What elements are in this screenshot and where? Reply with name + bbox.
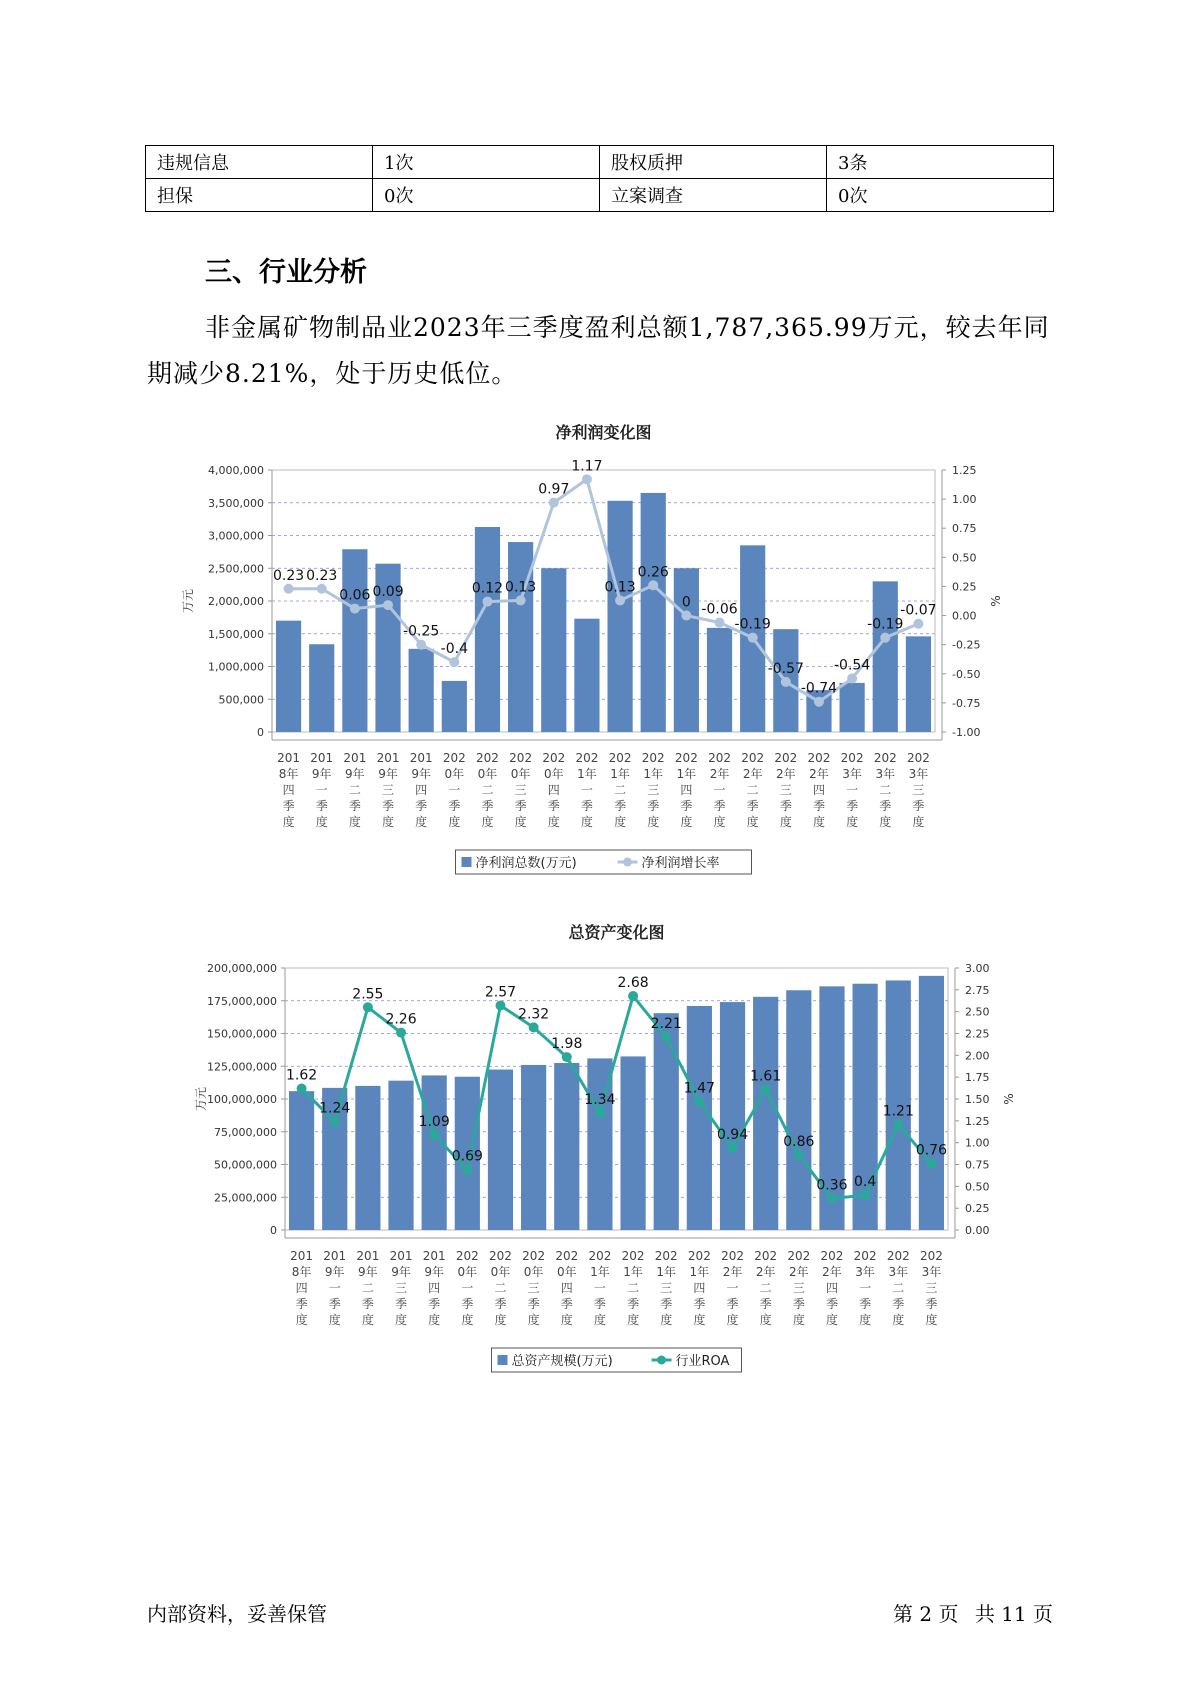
x-tick-label: 201 8年四季度 <box>277 751 301 829</box>
bar <box>753 997 778 1230</box>
line-point <box>814 697 824 707</box>
y-tick-label: 500,000 <box>218 693 264 707</box>
x-tick-label: 202 1年三季度 <box>654 1249 678 1327</box>
x-tick-label: 201 9年二季度 <box>356 1249 380 1327</box>
data-label: 1.24 <box>319 1100 351 1117</box>
data-label: 0 <box>681 594 691 611</box>
data-label: 0.23 <box>272 567 305 584</box>
data-label: -0.25 <box>403 623 440 640</box>
x-tick-label: 201 9年一季度 <box>323 1249 347 1327</box>
y2-tick-label: 1.75 <box>965 1071 990 1085</box>
y2-tick-label: 0.25 <box>965 1202 990 1216</box>
data-label: 0.86 <box>783 1133 815 1150</box>
line-point <box>330 1117 340 1127</box>
y2-tick-label: 2.50 <box>965 1005 990 1019</box>
line-point <box>794 1150 804 1160</box>
y2-tick-label: 0.00 <box>952 609 977 623</box>
bar <box>873 581 898 732</box>
y-tick-label: 4,000,000 <box>208 464 264 477</box>
bar <box>422 1075 447 1230</box>
x-tick-label: 202 3年三季度 <box>919 1249 943 1327</box>
bar <box>409 649 434 732</box>
line-point <box>628 991 638 1001</box>
line-point <box>648 580 658 590</box>
x-tick-label: 202 1年四季度 <box>674 751 698 829</box>
y-tick-label: 0 <box>270 1224 277 1237</box>
legend-swatch-bar <box>498 1355 508 1365</box>
y2-tick-label: 0.50 <box>965 1180 990 1194</box>
x-tick-label: 201 9年四季度 <box>409 751 433 829</box>
y-tick-label: 2,000,000 <box>208 595 264 608</box>
y2-axis-title: % <box>989 595 1003 607</box>
data-label: 0.94 <box>716 1126 749 1143</box>
table-row <box>146 146 1054 179</box>
bar <box>919 976 944 1230</box>
bar <box>840 683 865 732</box>
x-tick-label: 202 1年三季度 <box>641 751 665 829</box>
data-label: 0.4 <box>853 1174 877 1191</box>
line-point <box>549 498 559 508</box>
line-point <box>827 1194 837 1204</box>
x-tick-label: 202 2年二季度 <box>741 751 765 829</box>
line-point <box>317 584 327 594</box>
line-point <box>582 474 592 484</box>
y-tick-label: 100,000,000 <box>207 1093 277 1106</box>
y2-tick-label: 0.50 <box>952 551 977 565</box>
data-label: -0.4 <box>440 641 468 658</box>
bar <box>475 527 500 732</box>
data-label: 2.21 <box>650 1015 682 1032</box>
y-tick-label: 150,000,000 <box>207 1027 277 1041</box>
data-label: -0.06 <box>701 601 738 618</box>
line-point <box>297 1084 307 1094</box>
x-tick-label: 202 3年一季度 <box>853 1249 877 1327</box>
x-tick-label: 202 2年四季度 <box>820 1249 844 1327</box>
y2-tick-label: 1.00 <box>965 1136 990 1150</box>
bar <box>388 1081 413 1230</box>
data-label: 0.13 <box>604 579 636 596</box>
data-label: 0.36 <box>816 1177 848 1194</box>
x-tick-label: 202 0年一季度 <box>442 751 466 829</box>
data-label: 1.47 <box>683 1080 715 1097</box>
bar <box>309 644 334 732</box>
line-point <box>847 673 857 683</box>
line-point <box>383 600 393 610</box>
y-tick-label: 1,000,000 <box>208 660 264 674</box>
table-cell-label: 股权质押 <box>600 146 827 179</box>
section-title: 三、行业分析 <box>205 257 367 288</box>
bar <box>607 501 632 732</box>
bar <box>687 1006 712 1230</box>
line-point <box>661 1032 671 1042</box>
line-point <box>681 611 691 621</box>
x-tick-label: 202 3年三季度 <box>906 751 930 829</box>
table-row <box>146 179 1054 212</box>
bar <box>707 628 732 732</box>
line-point <box>880 633 890 643</box>
y2-tick-label: 1.25 <box>965 1114 990 1128</box>
line-point <box>396 1028 406 1038</box>
data-label: 0.12 <box>471 580 504 597</box>
legend-swatch-bar <box>462 857 472 867</box>
y2-tick-label: 2.25 <box>965 1027 990 1041</box>
chart-title: 净利润变化图 <box>555 423 652 442</box>
x-tick-label: 202 2年三季度 <box>787 1249 811 1327</box>
x-tick-label: 202 1年一季度 <box>588 1249 612 1327</box>
footer-pagination <box>883 1598 1053 1627</box>
table-cell-label: 担保 <box>146 179 373 212</box>
x-tick-label: 202 2年二季度 <box>754 1249 778 1327</box>
line-point <box>482 597 492 607</box>
y2-tick-label: -0.75 <box>952 696 981 710</box>
legend-label: 净利润增长率 <box>641 856 720 871</box>
data-label: 1.17 <box>571 458 603 475</box>
x-tick-label: 202 2年一季度 <box>721 1249 744 1327</box>
bar <box>786 990 811 1230</box>
data-label: 0.06 <box>339 587 371 604</box>
bar <box>521 1065 546 1230</box>
line-point <box>595 1108 605 1118</box>
y-tick-label: 75,000,000 <box>214 1125 277 1139</box>
x-tick-label: 202 1年二季度 <box>621 1249 645 1327</box>
line-point <box>694 1097 704 1107</box>
y-tick-label: 3,500,000 <box>208 496 264 510</box>
y-tick-label: 1,500,000 <box>208 627 264 641</box>
info-table <box>145 145 1054 212</box>
data-label: 1.21 <box>882 1103 914 1120</box>
x-tick-label: 202 0年四季度 <box>555 1249 579 1327</box>
legend-swatch-point <box>657 1356 666 1365</box>
data-label: -0.19 <box>734 616 771 633</box>
y2-tick-label: 2.75 <box>965 983 990 997</box>
table-cell-value: 1次 <box>373 146 600 179</box>
bar <box>641 493 666 732</box>
data-label: 2.32 <box>518 1006 550 1023</box>
bar <box>355 1086 380 1230</box>
chart-title: 总资产变化图 <box>568 923 665 942</box>
table-cell-label: 立案调查 <box>600 179 827 212</box>
x-tick-label: 201 9年四季度 <box>422 1249 446 1327</box>
bar <box>654 1013 679 1230</box>
bar <box>276 621 301 732</box>
x-tick-label: 202 0年一季度 <box>455 1249 479 1327</box>
y2-tick-label: 0.75 <box>952 522 977 536</box>
y-axis-title: 万元 <box>194 1086 208 1112</box>
line-point <box>363 1002 373 1012</box>
x-tick-label: 202 0年四季度 <box>542 751 566 829</box>
y2-tick-label: 3.00 <box>965 962 990 975</box>
page-total: 共 11 页 <box>974 1602 1053 1626</box>
bar <box>674 568 699 732</box>
data-label: 2.68 <box>617 974 649 991</box>
line-point <box>284 584 294 594</box>
x-tick-label: 202 1年一季度 <box>575 751 599 829</box>
y2-tick-label: 1.25 <box>952 464 977 477</box>
x-tick-label: 202 2年三季度 <box>774 751 798 829</box>
data-label: -0.19 <box>867 616 904 633</box>
data-label: 1.34 <box>584 1091 616 1108</box>
y2-tick-label: 0.25 <box>952 580 977 594</box>
data-label: 0.09 <box>372 584 404 601</box>
data-label: 0.69 <box>451 1148 483 1165</box>
y-axis-title: 万元 <box>181 588 195 614</box>
line-point <box>449 657 459 667</box>
data-label: -0.57 <box>767 660 804 677</box>
x-tick-label: 201 9年二季度 <box>343 751 367 829</box>
y-tick-label: 50,000,000 <box>214 1158 277 1172</box>
bar <box>488 1070 513 1230</box>
page-number: 第 2 页 <box>893 1602 959 1626</box>
line-point <box>516 595 526 605</box>
y-tick-label: 3,000,000 <box>208 529 264 543</box>
y2-tick-label: -1.00 <box>952 726 981 739</box>
line-point <box>715 618 725 628</box>
line-point <box>615 595 625 605</box>
y2-tick-label: 1.50 <box>965 1093 990 1106</box>
data-label: 0.23 <box>306 567 338 584</box>
data-label: 0.97 <box>538 481 570 498</box>
line-point <box>926 1159 936 1169</box>
bar <box>620 1056 645 1230</box>
analysis-paragraph: 非金属矿物制品业2023年三季度盈利总额1,787,365.99万元，较去年同期减少8.21%，处于历史低位。 <box>147 313 1050 388</box>
bar <box>289 1091 314 1230</box>
line-point <box>913 619 923 629</box>
bar <box>574 619 599 732</box>
line-point <box>893 1119 903 1129</box>
bar <box>541 568 566 732</box>
line-point <box>529 1022 539 1032</box>
line-point <box>562 1052 572 1062</box>
line-point <box>350 604 360 614</box>
x-tick-label: 201 9年三季度 <box>389 1249 413 1327</box>
y-tick-label: 200,000,000 <box>207 962 277 975</box>
data-label: -0.54 <box>834 657 871 674</box>
x-tick-label: 202 2年四季度 <box>807 751 831 829</box>
y-tick-label: 175,000,000 <box>207 994 277 1008</box>
bar <box>554 1063 579 1230</box>
x-tick-label: 202 1年二季度 <box>608 751 632 829</box>
y2-tick-label: 2.00 <box>965 1049 990 1063</box>
data-label: -0.74 <box>800 680 838 697</box>
table-cell-value: 3条 <box>827 146 1054 179</box>
x-tick-label: 202 3年二季度 <box>873 751 897 829</box>
y-tick-label: 0 <box>257 726 264 739</box>
y2-tick-label: 0.00 <box>965 1224 990 1237</box>
y-tick-label: 25,000,000 <box>214 1191 277 1205</box>
bar <box>906 636 931 732</box>
y2-tick-label: 0.75 <box>965 1158 990 1172</box>
bar <box>442 681 467 732</box>
line-point <box>462 1165 472 1175</box>
y2-tick-label: 1.00 <box>952 493 977 507</box>
data-label: 2.26 <box>385 1011 417 1028</box>
data-label: 2.57 <box>484 984 517 1001</box>
line-point <box>495 1001 505 1011</box>
line-point <box>860 1190 870 1200</box>
line-point <box>761 1084 771 1094</box>
x-tick-label: 202 0年二季度 <box>476 751 499 829</box>
legend-label: 行业ROA <box>675 1354 730 1369</box>
x-tick-label: 201 8年四季度 <box>290 1249 314 1327</box>
y-tick-label: 125,000,000 <box>207 1060 277 1074</box>
data-label: 1.98 <box>551 1036 583 1053</box>
x-tick-label: 202 3年一季度 <box>840 751 864 829</box>
data-label: 0.26 <box>637 564 669 581</box>
bar <box>720 1002 745 1230</box>
total-assets-chart <box>0 920 1191 1380</box>
data-label: 1.61 <box>750 1068 782 1085</box>
y-tick-label: 2,500,000 <box>208 562 264 576</box>
x-tick-label: 202 0年三季度 <box>522 1249 546 1327</box>
bar <box>342 549 367 732</box>
x-tick-label: 202 0年三季度 <box>509 751 533 829</box>
x-tick-label: 201 9年三季度 <box>376 751 400 829</box>
line-point <box>748 633 758 643</box>
data-label: 0.76 <box>915 1142 948 1159</box>
x-tick-label: 202 1年四季度 <box>687 1249 711 1327</box>
line-point <box>416 640 426 650</box>
line-point <box>781 677 791 687</box>
data-label: 2.55 <box>352 986 384 1003</box>
net-profit-chart <box>0 420 1191 880</box>
legend-swatch-point <box>623 858 632 867</box>
data-label: 0.13 <box>505 579 537 596</box>
table-cell-label: 违规信息 <box>146 146 373 179</box>
data-label: -0.07 <box>900 602 937 619</box>
x-tick-label: 202 0年二季度 <box>489 1249 512 1327</box>
x-tick-label: 202 3年二季度 <box>886 1249 910 1327</box>
y2-tick-label: -0.50 <box>952 667 981 681</box>
data-label: 1.09 <box>418 1113 450 1130</box>
line-point <box>728 1143 738 1153</box>
x-tick-label: 201 9年一季度 <box>310 751 334 829</box>
y2-axis-title: % <box>1002 1093 1016 1105</box>
footer-note: 内部资料，妥善保管 <box>147 1602 327 1626</box>
y2-tick-label: -0.25 <box>952 638 981 652</box>
table-cell-value: 0次 <box>827 179 1054 212</box>
data-label: 1.62 <box>285 1067 318 1084</box>
table-cell-value: 0次 <box>373 179 600 212</box>
x-tick-label: 202 2年一季度 <box>708 751 731 829</box>
legend-label: 总资产规模(万元) <box>511 1354 613 1369</box>
line-point <box>429 1130 439 1140</box>
legend-label: 净利润总数(万元) <box>475 856 577 871</box>
